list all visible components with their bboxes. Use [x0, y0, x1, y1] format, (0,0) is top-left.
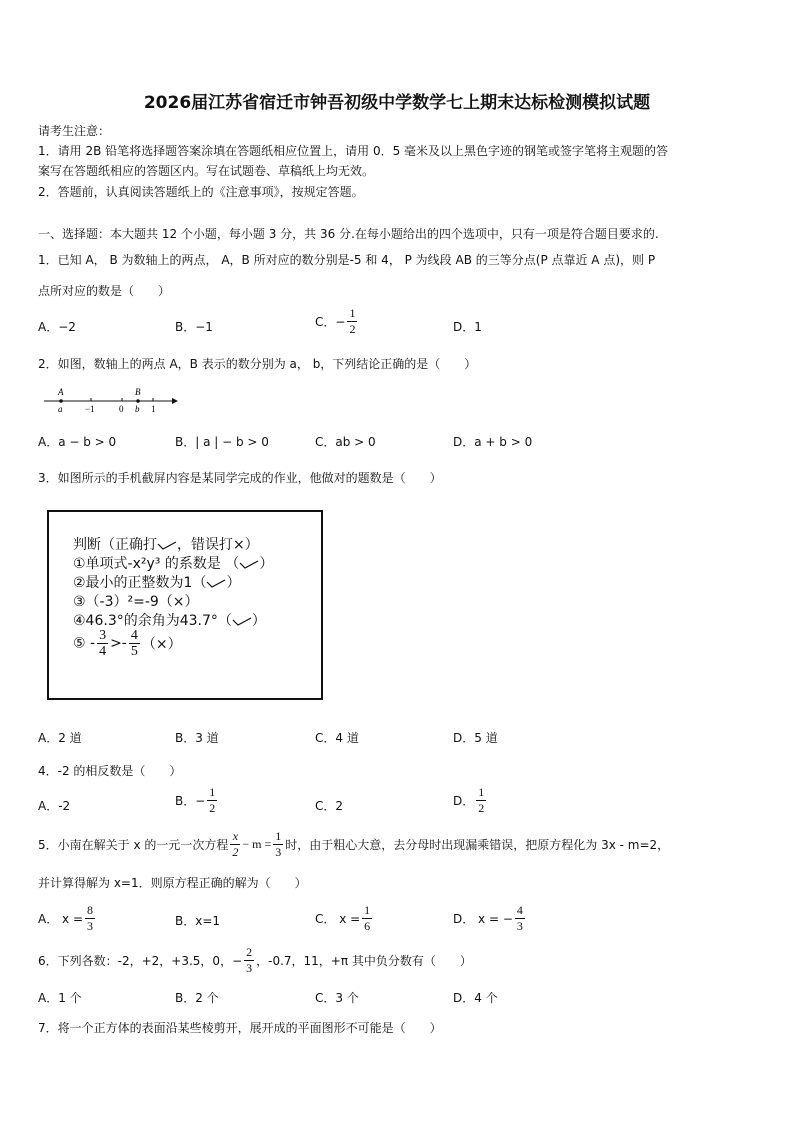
homework-line-2 [73, 572, 240, 592]
homework-line-5-suffix: （×） [141, 636, 182, 653]
q4-b-denominator: 2 [209, 801, 216, 815]
check-mark-icon [232, 617, 252, 626]
q5-c-denominator: 6 [364, 919, 371, 933]
label-zero: 0 [119, 404, 124, 414]
q1-c-denominator: 2 [349, 322, 356, 336]
homework-screenshot-box [47, 510, 323, 700]
question-7-text: 7．将一个正方体的表面沿某些棱剪开，展开成的平面图形不可能是（ ） [38, 1021, 442, 1035]
label-a: a [58, 404, 63, 414]
q6-text-end: ，-0.7，11，+π 其中负分数有（ ） [256, 954, 472, 968]
question-4-text: 4．-2 的相反数是（ ） [38, 764, 182, 778]
label-one: 1 [151, 404, 156, 414]
homework-line-4-close: ） [251, 613, 266, 629]
q4-option-d-fraction [476, 785, 486, 816]
q5-option-d-prefix: D． x = − [453, 912, 513, 926]
q5-c-numerator: 1 [364, 903, 371, 917]
q4-d-denominator: 2 [478, 801, 485, 815]
q4-option-c: C．2 [315, 799, 344, 813]
notice-heading: 请考生注意： [38, 124, 111, 138]
check-mark-icon [206, 579, 226, 588]
q6-numerator: 2 [246, 945, 253, 959]
q5-option-c [315, 903, 374, 934]
notice-item-2: 2．答题前，认真阅读答题纸上的《注意事项》，按规定答题。 [38, 185, 364, 199]
q5-line-1-start: 5．小南在解关于 x 的一元一次方程 [38, 838, 229, 852]
q4-b-numerator: 1 [209, 785, 216, 799]
question-5-line-2: 并计算得解为 x=1．则原方程正确的解为（ ） [38, 876, 307, 890]
q4-option-d-prefix: D． [453, 794, 475, 808]
q1-option-c-prefix: C．− [315, 315, 346, 329]
check-mark-icon [239, 560, 259, 569]
label-b: b [135, 404, 140, 414]
q4-option-b [175, 785, 219, 816]
homework-line-2-text: ②最小的正整数为1（ [73, 575, 207, 591]
q3-option-d: D．5 道 [453, 731, 498, 745]
q6-option-b: B．2 个 [175, 991, 219, 1005]
q2-option-d: D．a + b > 0 [453, 435, 533, 449]
homework-line-4-text: ④46.3°的余角为43.7°（ [73, 613, 232, 629]
q3-option-c: C．4 道 [315, 731, 359, 745]
q5-option-a [38, 903, 97, 934]
q5-d-denominator: 3 [516, 919, 523, 933]
section-heading: 一、选择题：本大题共 12 个小题，每小题 3 分，共 36 分.在每小题给出的四个选项中，只有一项是符合题目要求的. [38, 227, 659, 241]
q4-d-numerator: 1 [478, 785, 485, 799]
page-title: 2026届江苏省宿迁市钟吾初级中学数学七上期末达标检测模拟试题 [143, 93, 651, 113]
point-a-dot [59, 399, 63, 403]
homework-fraction-1 [97, 628, 108, 659]
homework-line-4 [73, 610, 266, 630]
question-2-text: 2．如图，数轴上的两点 A，B 表示的数分别为 a， b，下列结论正确的是（ ） [38, 357, 477, 371]
q1-option-c-fraction [347, 306, 357, 337]
q6-text-start: 6．下列各数：-2，+2，+3.5，0，− [38, 954, 243, 968]
q1-option-c [315, 306, 359, 337]
homework-fraction-2-num: 4 [130, 628, 138, 643]
q4-option-a: A．-2 [38, 799, 71, 813]
q5-equation-mid: − m = [242, 837, 272, 851]
q1-c-numerator: 1 [349, 306, 356, 320]
question-5-line-1 [38, 829, 669, 860]
q2-option-c: C．ab > 0 [315, 435, 376, 449]
homework-line-5-prefix: ⑤ - [73, 635, 96, 652]
q6-fraction [244, 945, 254, 976]
q5-line-1-end: 时，由于粗心大意，去分母时出现漏乘错误，把原方程化为 3x - m=2， [285, 838, 670, 852]
notice-item-1-line-1: 1．请用 2B 铅笔将选择题答案涂填在答题纸相应位置上，请用 0．5 毫米及以上黑色字迹的钢笔或签字笔将主观题的答 [38, 144, 669, 158]
q5-frac1-num: x [230, 829, 240, 845]
label-point-b: B [135, 387, 141, 397]
homework-fraction-1-den: 4 [99, 644, 107, 659]
q1-option-b: B．−1 [175, 320, 213, 334]
q6-option-c: C．3 个 [315, 991, 359, 1005]
q5-option-b: B．x=1 [175, 914, 221, 928]
q1-option-a: A．−2 [38, 320, 76, 334]
homework-line-1-close: ） [259, 556, 274, 572]
question-1-line-1: 1．已知 A， B 为数轴上的两点， A，B 所对应的数分别是-5 和 4， P 为线段 AB 的三等分点(P 点靠近 A 点)，则 P [38, 253, 656, 267]
q5-option-d [453, 903, 527, 934]
label-point-a: A [58, 387, 64, 397]
q1-option-d: D．1 [453, 320, 482, 334]
homework-line-3: ③（-3）²=-9（×） [73, 594, 199, 610]
q5-frac1-den: 2 [232, 845, 239, 859]
q5-option-c-fraction [362, 903, 372, 934]
q5-option-a-fraction [85, 903, 95, 934]
q2-option-b: B．| a | − b > 0 [175, 435, 269, 449]
q5-fraction-x-over-2 [230, 829, 240, 860]
homework-fraction-2 [129, 628, 140, 659]
homework-line-0-text: 判断（正确打 [73, 537, 157, 553]
homework-fraction-1-num: 3 [99, 628, 107, 643]
homework-line-1-text: ①单项式-x²y³ 的系数是 （ [73, 556, 240, 572]
q3-option-b: B．3 道 [175, 731, 219, 745]
q5-option-d-fraction [515, 903, 525, 934]
q6-option-a: A．1 个 [38, 991, 82, 1005]
q5-d-numerator: 4 [516, 903, 523, 917]
homework-line-0-text-b: ，错误打×） [177, 537, 259, 553]
question-6-text [38, 945, 472, 976]
number-line-arrow-icon [172, 398, 178, 404]
homework-line-5-mid: >- [110, 635, 127, 652]
q6-option-d: D．4 个 [453, 991, 498, 1005]
q5-a-denominator: 3 [87, 919, 93, 933]
q5-a-numerator: 8 [87, 903, 93, 917]
q6-denominator: 3 [246, 961, 253, 975]
q4-option-d [453, 785, 488, 816]
question-1-line-2: 点所对应的数是（ ） [38, 284, 171, 298]
q5-option-c-prefix: C． x = [315, 912, 361, 926]
q3-option-a: A．2 道 [38, 731, 82, 745]
q5-frac2-den: 3 [275, 845, 282, 859]
q2-option-a: A．a − b > 0 [38, 435, 117, 449]
homework-fraction-2-den: 5 [130, 644, 138, 659]
homework-line-1 [73, 553, 273, 573]
q5-frac2-num: 1 [275, 829, 282, 843]
homework-line-2-close: ） [226, 575, 241, 591]
q5-option-a-prefix: A． x = [38, 912, 83, 926]
number-line-figure [40, 385, 180, 415]
check-mark-icon [157, 541, 177, 550]
notice-item-1-line-2: 案写在答题纸相应的答题区内。写在试题卷、草稿纸上均无效。 [38, 164, 375, 178]
q4-option-b-fraction [207, 785, 217, 816]
q5-fraction-1-over-3 [273, 829, 283, 860]
homework-line-5 [73, 628, 182, 659]
label-neg1: −1 [85, 404, 95, 414]
q4-option-b-prefix: B．− [175, 794, 206, 808]
point-b-dot [136, 399, 140, 403]
homework-line-0 [73, 534, 259, 554]
question-3-text: 3．如图所示的手机截屏内容是某同学完成的作业，他做对的题数是（ ） [38, 471, 442, 485]
